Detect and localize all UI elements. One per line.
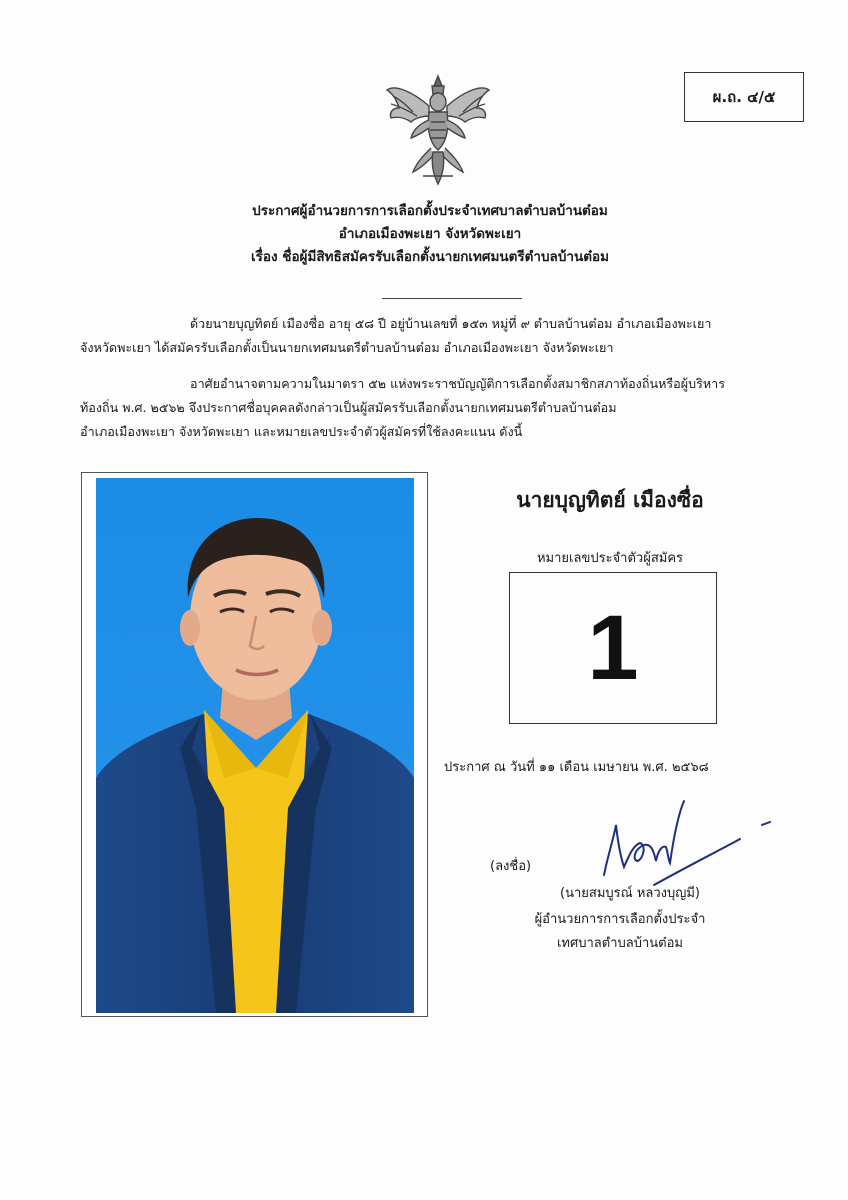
candidate-number: 1	[587, 596, 639, 699]
garuda-emblem-icon	[383, 72, 493, 187]
document-code: ผ.ถ. ๔/๕	[712, 88, 776, 106]
paragraph-1-line-2: จังหวัดพะเยา ได้สมัครรับเลือกตั้งเป็นนายกเทศมนตรีตำบลบ้านต๋อม อำเภอเมืองพะเยา จังหวัดพะเยา	[80, 340, 614, 355]
candidate-number-box	[509, 572, 717, 724]
paragraph-2-line-1: อาศัยอำนาจตามความในมาตรา ๕๒ แห่งพระราชบัญญัติการเลือกตั้งสมาชิกสภาท้องถิ่นหรือผู้บริหาร	[190, 376, 725, 391]
announcement-date: ประกาศ ณ วันที่ ๑๑ เดือน เมษายน พ.ศ. ๒๕๖๘	[444, 760, 709, 775]
handwritten-signature	[590, 795, 790, 890]
paragraph-2-line-3: อำเภอเมืองพะเยา จังหวัดพะเยา และหมายเลขประจำตัวผู้สมัครที่ใช้ลงคะแนน ดังนี้	[80, 424, 523, 439]
paragraph-legal-basis	[80, 372, 800, 444]
document-code-box	[684, 72, 804, 122]
heading-line-2: อำเภอเมืองพะเยา จังหวัดพะเยา	[338, 226, 522, 242]
candidate-photo	[96, 478, 414, 1013]
paragraph-1-line-1: ด้วยนายบุญทิตย์ เมืองซื่อ อายุ ๕๘ ปี อยู่บ้านเลขที่ ๑๕๓ หมู่ที่ ๙ ตำบลบ้านต๋อม อำเภอเมืองพะเยา	[190, 316, 712, 331]
heading-line-1: ประกาศผู้อำนวยการการเลือกตั้งประจำเทศบาลตำบลบ้านต๋อม	[252, 203, 608, 219]
paragraph-candidate-info	[80, 312, 800, 360]
paragraph-2-line-2: ท้องถิ่น พ.ศ. ๒๕๖๒ จึงประกาศชื่อบุคคลดังกล่าวเป็นผู้สมัครรับเลือกตั้งนายกเทศมนตรีตำบลบ้านต๋อม	[80, 400, 617, 415]
announcement-heading	[60, 200, 800, 269]
heading-divider	[382, 298, 522, 299]
signature-label: (ลงชื่อ)	[490, 859, 532, 874]
heading-subject: เรื่อง ชื่อผู้มีสิทธิสมัครรับเลือกตั้งนายกเทศมนตรีตำบลบ้านต๋อม	[251, 249, 609, 265]
signer-name: (นายสมบูรณ์ หลวงบุญมี)	[560, 886, 700, 901]
candidate-number-label: หมายเลขประจำตัวผู้สมัคร	[536, 551, 684, 566]
signer-title	[490, 908, 750, 956]
candidate-name: นายบุญทิตย์ เมืองซื่อ	[516, 488, 704, 512]
signer-title-line-1: ผู้อำนวยการการเลือกตั้งประจำ	[534, 912, 706, 927]
signer-title-line-2: เทศบาลตำบลบ้านต๋อม	[556, 936, 683, 951]
